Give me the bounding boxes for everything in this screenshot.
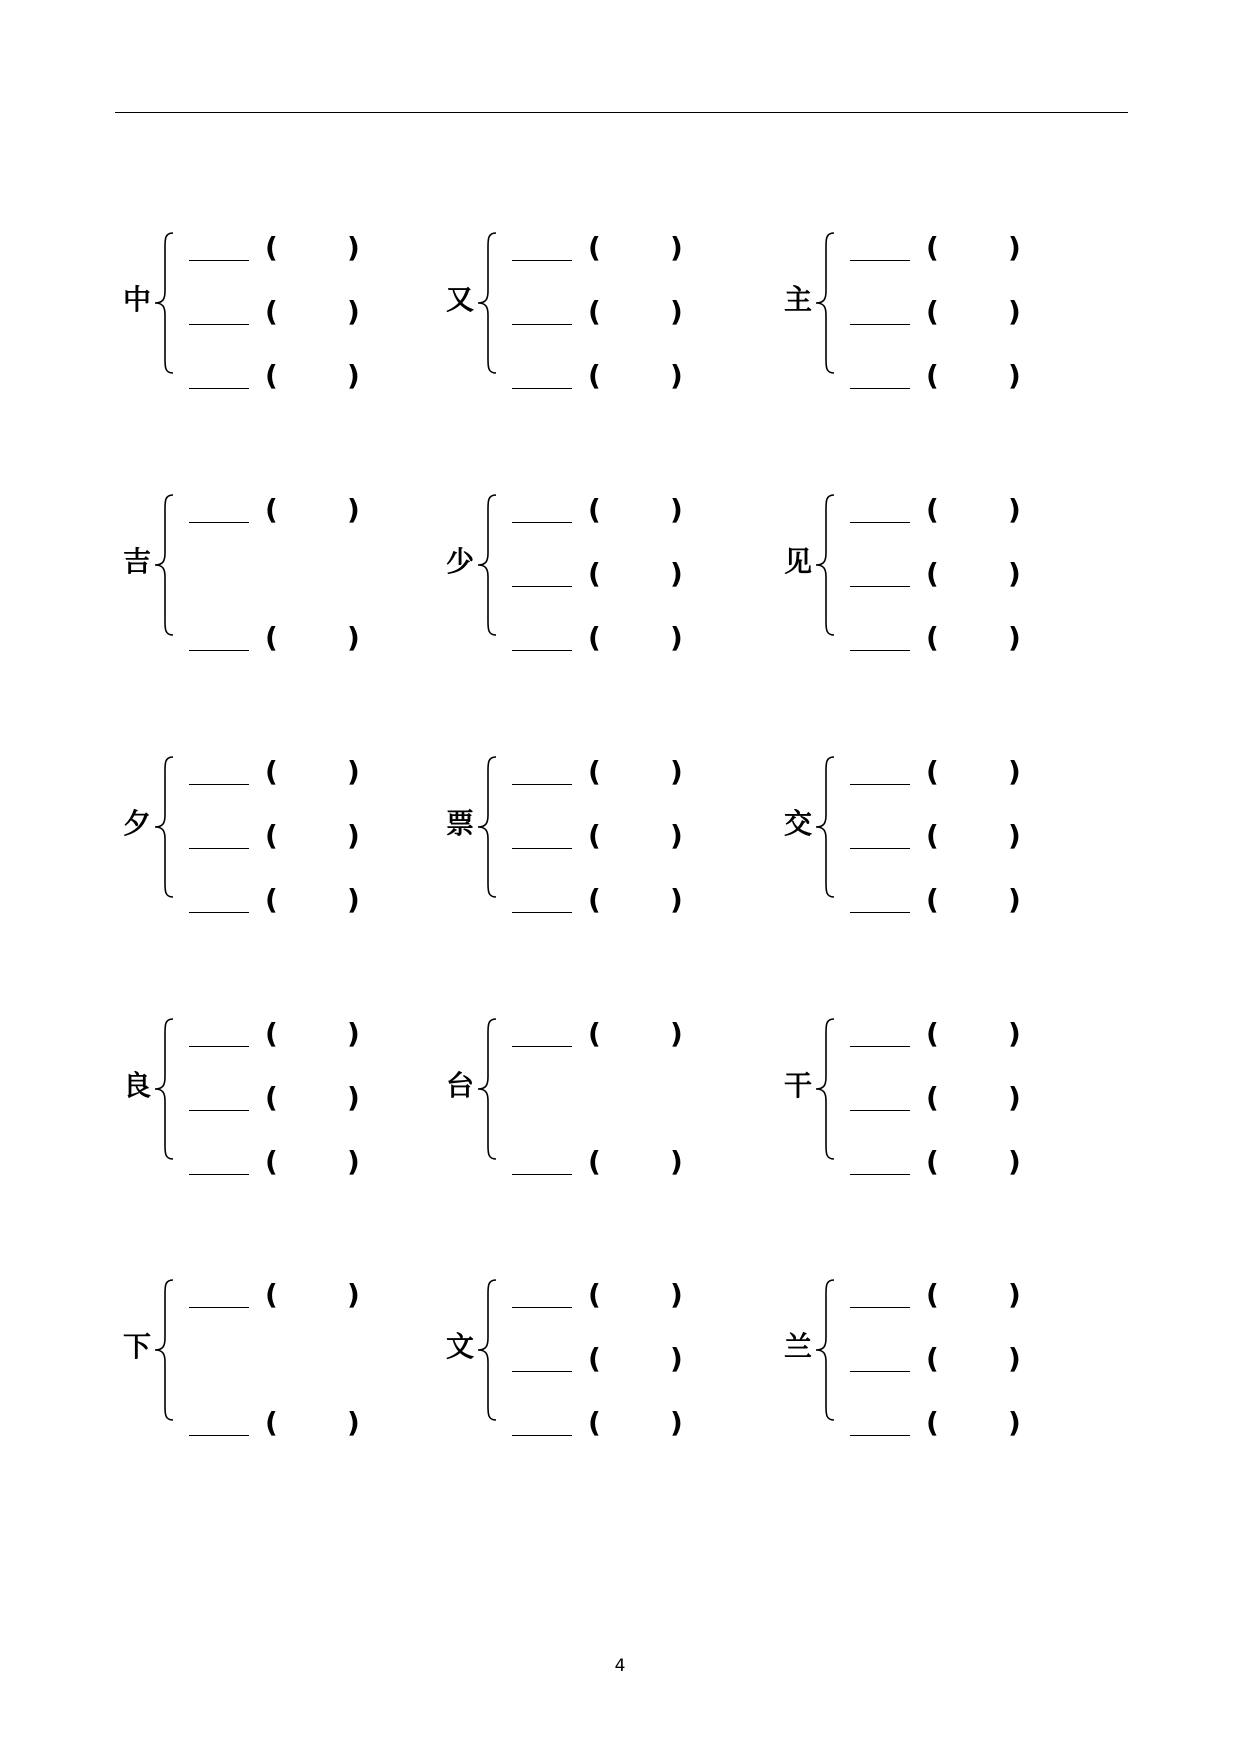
answer-row — [850, 752, 1040, 792]
head-character: 少 — [445, 545, 474, 578]
fill-blank-line[interactable] — [850, 848, 910, 849]
curly-brace — [474, 1278, 500, 1422]
close-paren: ) — [670, 755, 683, 788]
fill-blank-line[interactable] — [512, 324, 572, 325]
answer-row — [512, 1339, 702, 1379]
head-character: 吉 — [122, 545, 151, 578]
char-group — [440, 490, 700, 654]
fill-blank-line[interactable] — [189, 388, 249, 389]
answer-row — [850, 618, 1040, 658]
curly-brace — [812, 1017, 838, 1161]
fill-blank-line[interactable] — [850, 1307, 910, 1308]
open-paren: ( — [926, 493, 939, 526]
answer-row — [850, 1014, 1040, 1054]
answer-row — [512, 880, 702, 920]
close-paren: ) — [347, 1278, 360, 1311]
curly-brace — [812, 493, 838, 637]
open-paren: ( — [588, 883, 601, 916]
fill-blank-line[interactable] — [512, 784, 572, 785]
answer-row — [189, 1078, 379, 1118]
close-paren: ) — [1008, 231, 1021, 264]
char-group — [778, 228, 1038, 392]
close-paren: ) — [347, 359, 360, 392]
open-paren: ( — [588, 1017, 601, 1050]
fill-blank-line[interactable] — [850, 260, 910, 261]
fill-blank-line[interactable] — [512, 1046, 572, 1047]
head-character: 交 — [783, 807, 812, 840]
fill-blank-line[interactable] — [512, 586, 572, 587]
fill-blank-line[interactable] — [189, 260, 249, 261]
fill-blank-line[interactable] — [189, 1307, 249, 1308]
fill-blank-line[interactable] — [850, 1046, 910, 1047]
answer-row — [850, 1275, 1040, 1315]
open-paren: ( — [265, 295, 278, 328]
fill-blank-line[interactable] — [850, 1435, 910, 1436]
char-group — [440, 1014, 700, 1178]
answer-row — [850, 1142, 1040, 1182]
open-paren: ( — [588, 819, 601, 852]
open-paren: ( — [588, 1342, 601, 1375]
close-paren: ) — [670, 1278, 683, 1311]
answer-row — [512, 1275, 702, 1315]
close-paren: ) — [670, 819, 683, 852]
close-paren: ) — [670, 1342, 683, 1375]
close-paren: ) — [347, 231, 360, 264]
answer-row — [189, 618, 379, 658]
answer-row — [512, 1142, 702, 1182]
fill-blank-line[interactable] — [512, 522, 572, 523]
answer-row — [189, 1403, 379, 1443]
curly-brace — [151, 493, 177, 637]
fill-blank-line[interactable] — [189, 1435, 249, 1436]
close-paren: ) — [347, 819, 360, 852]
fill-blank-line[interactable] — [189, 1046, 249, 1047]
close-paren: ) — [1008, 1406, 1021, 1439]
close-paren: ) — [1008, 295, 1021, 328]
char-group — [117, 1014, 377, 1178]
fill-blank-line[interactable] — [850, 324, 910, 325]
open-paren: ( — [926, 1145, 939, 1178]
fill-blank-line[interactable] — [512, 1307, 572, 1308]
curly-brace — [812, 1278, 838, 1422]
head-character: 夕 — [122, 807, 151, 840]
char-group — [440, 1275, 700, 1439]
open-paren: ( — [926, 1081, 939, 1114]
open-paren: ( — [588, 755, 601, 788]
curly-brace — [474, 755, 500, 899]
close-paren: ) — [670, 1017, 683, 1050]
head-character: 干 — [783, 1069, 812, 1102]
close-paren: ) — [1008, 1081, 1021, 1114]
open-paren: ( — [926, 359, 939, 392]
close-paren: ) — [347, 295, 360, 328]
open-paren: ( — [926, 231, 939, 264]
close-paren: ) — [1008, 1342, 1021, 1375]
close-paren: ) — [1008, 557, 1021, 590]
answer-row — [850, 554, 1040, 594]
answer-row — [850, 1078, 1040, 1118]
close-paren: ) — [670, 295, 683, 328]
answer-row — [850, 816, 1040, 856]
fill-blank-line[interactable] — [189, 324, 249, 325]
close-paren: ) — [1008, 1145, 1021, 1178]
answer-row — [512, 356, 702, 396]
answer-row — [850, 292, 1040, 332]
fill-blank-line[interactable] — [189, 1110, 249, 1111]
curly-brace — [151, 231, 177, 375]
head-character: 兰 — [783, 1330, 812, 1363]
close-paren: ) — [1008, 883, 1021, 916]
open-paren: ( — [926, 557, 939, 590]
page-number: 4 — [614, 1656, 626, 1676]
open-paren: ( — [588, 1145, 601, 1178]
open-paren: ( — [588, 1406, 601, 1439]
close-paren: ) — [670, 359, 683, 392]
answer-row — [189, 1142, 379, 1182]
close-paren: ) — [347, 755, 360, 788]
fill-blank-line[interactable] — [512, 1435, 572, 1436]
char-group — [778, 490, 1038, 654]
fill-blank-line[interactable] — [512, 388, 572, 389]
answer-row — [512, 554, 702, 594]
fill-blank-line[interactable] — [189, 912, 249, 913]
close-paren: ) — [347, 1145, 360, 1178]
close-paren: ) — [1008, 819, 1021, 852]
open-paren: ( — [265, 493, 278, 526]
char-group — [117, 752, 377, 916]
char-group — [117, 228, 377, 392]
head-character: 文 — [445, 1330, 474, 1363]
answer-row — [850, 1403, 1040, 1443]
close-paren: ) — [670, 1145, 683, 1178]
answer-row — [512, 618, 702, 658]
close-paren: ) — [670, 557, 683, 590]
curly-brace — [151, 755, 177, 899]
answer-row — [189, 228, 379, 268]
head-character: 台 — [445, 1069, 474, 1102]
answer-row — [189, 1014, 379, 1054]
open-paren: ( — [265, 819, 278, 852]
curly-brace — [151, 1278, 177, 1422]
char-group — [778, 1014, 1038, 1178]
close-paren: ) — [347, 493, 360, 526]
answer-row — [850, 228, 1040, 268]
fill-blank-line[interactable] — [189, 848, 249, 849]
close-paren: ) — [347, 883, 360, 916]
close-paren: ) — [1008, 621, 1021, 654]
open-paren: ( — [265, 755, 278, 788]
open-paren: ( — [588, 621, 601, 654]
close-paren: ) — [1008, 493, 1021, 526]
fill-blank-line[interactable] — [850, 1371, 910, 1372]
head-character: 中 — [122, 283, 151, 316]
answer-row — [512, 816, 702, 856]
open-paren: ( — [588, 493, 601, 526]
open-paren: ( — [926, 1017, 939, 1050]
answer-row — [850, 880, 1040, 920]
close-paren: ) — [670, 493, 683, 526]
open-paren: ( — [265, 231, 278, 264]
answer-row — [850, 1339, 1040, 1379]
head-character: 见 — [783, 545, 812, 578]
close-paren: ) — [347, 621, 360, 654]
close-paren: ) — [347, 1081, 360, 1114]
head-character: 主 — [783, 283, 812, 316]
open-paren: ( — [588, 359, 601, 392]
answer-row — [850, 490, 1040, 530]
answer-row — [189, 292, 379, 332]
open-paren: ( — [926, 1342, 939, 1375]
open-paren: ( — [926, 819, 939, 852]
fill-blank-line[interactable] — [850, 784, 910, 785]
fill-blank-line[interactable] — [512, 1371, 572, 1372]
answer-row — [512, 292, 702, 332]
answer-row — [189, 356, 379, 396]
close-paren: ) — [1008, 1017, 1021, 1050]
answer-row — [512, 752, 702, 792]
open-paren: ( — [265, 359, 278, 392]
open-paren: ( — [926, 621, 939, 654]
open-paren: ( — [265, 883, 278, 916]
fill-blank-line[interactable] — [850, 388, 910, 389]
open-paren: ( — [926, 1406, 939, 1439]
curly-brace — [474, 231, 500, 375]
char-group — [117, 490, 377, 654]
open-paren: ( — [926, 1278, 939, 1311]
char-group — [117, 1275, 377, 1439]
answer-row — [189, 816, 379, 856]
answer-row — [512, 1403, 702, 1443]
open-paren: ( — [265, 1278, 278, 1311]
open-paren: ( — [926, 295, 939, 328]
open-paren: ( — [926, 883, 939, 916]
answer-row — [512, 490, 702, 530]
open-paren: ( — [265, 1017, 278, 1050]
answer-row — [512, 228, 702, 268]
fill-blank-line[interactable] — [850, 650, 910, 651]
fill-blank-line[interactable] — [189, 1174, 249, 1175]
fill-blank-line[interactable] — [850, 1174, 910, 1175]
fill-blank-line[interactable] — [512, 912, 572, 913]
head-character: 下 — [122, 1330, 151, 1363]
fill-blank-line[interactable] — [189, 784, 249, 785]
close-paren: ) — [670, 231, 683, 264]
close-paren: ) — [670, 883, 683, 916]
fill-blank-line[interactable] — [512, 1174, 572, 1175]
close-paren: ) — [1008, 755, 1021, 788]
fill-blank-line[interactable] — [850, 522, 910, 523]
fill-blank-line[interactable] — [850, 912, 910, 913]
close-paren: ) — [347, 1017, 360, 1050]
head-character: 良 — [122, 1069, 151, 1102]
open-paren: ( — [265, 1081, 278, 1114]
curly-brace — [474, 493, 500, 637]
fill-blank-line[interactable] — [512, 848, 572, 849]
char-group — [440, 228, 700, 392]
curly-brace — [474, 1017, 500, 1161]
answer-row — [189, 490, 379, 530]
char-group — [778, 752, 1038, 916]
close-paren: ) — [1008, 1278, 1021, 1311]
head-character: 又 — [445, 283, 474, 316]
open-paren: ( — [588, 1278, 601, 1311]
char-group — [778, 1275, 1038, 1439]
open-paren: ( — [588, 231, 601, 264]
open-paren: ( — [265, 1145, 278, 1178]
fill-blank-line[interactable] — [512, 260, 572, 261]
fill-blank-line[interactable] — [850, 1110, 910, 1111]
close-paren: ) — [670, 1406, 683, 1439]
open-paren: ( — [265, 1406, 278, 1439]
close-paren: ) — [670, 621, 683, 654]
close-paren: ) — [1008, 359, 1021, 392]
answer-row — [189, 752, 379, 792]
curly-brace — [151, 1017, 177, 1161]
fill-blank-line[interactable] — [850, 586, 910, 587]
fill-blank-line[interactable] — [189, 650, 249, 651]
open-paren: ( — [588, 557, 601, 590]
close-paren: ) — [347, 1406, 360, 1439]
open-paren: ( — [265, 621, 278, 654]
answer-row — [189, 880, 379, 920]
head-character: 票 — [445, 807, 474, 840]
answer-row — [850, 356, 1040, 396]
char-group — [440, 752, 700, 916]
curly-brace — [812, 231, 838, 375]
open-paren: ( — [588, 295, 601, 328]
answer-row — [512, 1014, 702, 1054]
header-rule — [115, 112, 1128, 113]
fill-blank-line[interactable] — [189, 522, 249, 523]
fill-blank-line[interactable] — [512, 650, 572, 651]
answer-row — [189, 1275, 379, 1315]
curly-brace — [812, 755, 838, 899]
open-paren: ( — [926, 755, 939, 788]
